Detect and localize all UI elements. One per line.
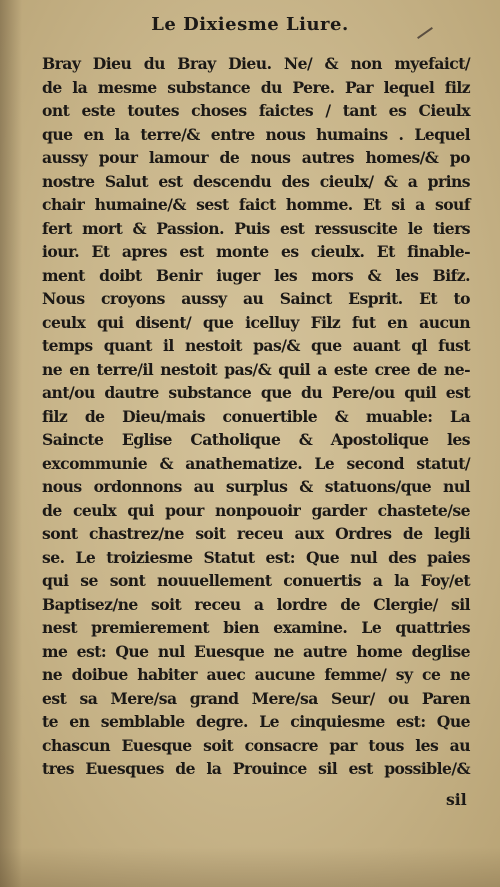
text-line: Saincte Eglise Catholique & Apostolique les xyxy=(42,430,470,449)
text-line: qui se sont nouuellement conuertis a la Foy/et xyxy=(42,571,470,590)
text-line: nostre Salut est descendu des cieulx/ & a prins xyxy=(42,171,470,191)
text-line: chascun Euesque soit consacre par tous les au xyxy=(42,735,470,755)
text-line: sont chastrez/ne soit receu aux Ordres de legli xyxy=(42,524,470,543)
text-line: aussy pour lamour de nous autres homes/& po xyxy=(42,148,470,167)
text-line: chair humaine/& sest faict homme. Et si a souf xyxy=(42,195,470,214)
text-line: ont este toutes choses faictes / tant es Cieulx xyxy=(42,101,470,120)
text-line: se. Le troiziesme Statut est: Que nul des paies xyxy=(42,547,470,567)
text-line: filz de Dieu/mais conuertible & muable: La xyxy=(42,406,470,426)
text-line: ne en terre/il nestoit pas/& quil a este cree de ne- xyxy=(42,359,470,379)
text-line: Bray Dieu du Bray Dieu. Ne/ & non myefaict/ xyxy=(42,54,470,73)
page-edge-shade xyxy=(0,847,500,887)
text-line: te en semblable degre. Le cinquiesme est: Que xyxy=(42,712,470,731)
text-line: ceulx qui disent/ que icelluy Filz fut en aucun xyxy=(42,312,470,332)
running-head: Le Dixiesme Liure. xyxy=(151,14,349,35)
text-line: nous ordonnons au surplus & statuons/que nul xyxy=(42,477,470,496)
text-line: de ceulx qui pour nonpouoir garder chastete/se xyxy=(42,500,470,520)
text-line: ment doibt Benir iuger les mors & les Bifz. xyxy=(42,265,470,285)
catchword: sil xyxy=(446,790,467,809)
text-line: que en la terre/& entre nous humains . Lequel xyxy=(42,124,470,144)
text-line: excommunie & anathematize. Le second statut/ xyxy=(42,453,470,473)
text-line: temps quant il nestoit pas/& que auant ql fust xyxy=(42,336,470,355)
text-line: nest premierement bien examine. Le quattries xyxy=(42,618,470,637)
text-line: Baptisez/ne soit receu a lordre de Clergie/ sil xyxy=(42,594,470,614)
text-line: tres Euesques de la Prouince sil est possible/& xyxy=(42,759,470,778)
text-line: ant/ou dautre substance que du Pere/ou quil est xyxy=(42,383,470,402)
body-text xyxy=(42,52,470,781)
text-line: est sa Mere/sa grand Mere/sa Seur/ ou Paren xyxy=(42,688,470,708)
text-line: iour. Et apres est monte es cieulx. Et finable- xyxy=(42,242,470,261)
text-line: de la mesme substance du Pere. Par lequel filz xyxy=(42,77,470,97)
gutter-shadow xyxy=(0,0,22,887)
text-line: fert mort & Passion. Puis est ressuscite le tiers xyxy=(42,218,470,238)
text-line: me est: Que nul Euesque ne autre home deglise xyxy=(42,641,470,661)
text-line: ne doibue habiter auec aucune femme/ sy ce ne xyxy=(42,665,470,684)
text-line: Nous croyons aussy au Sainct Esprit. Et to xyxy=(42,289,470,308)
